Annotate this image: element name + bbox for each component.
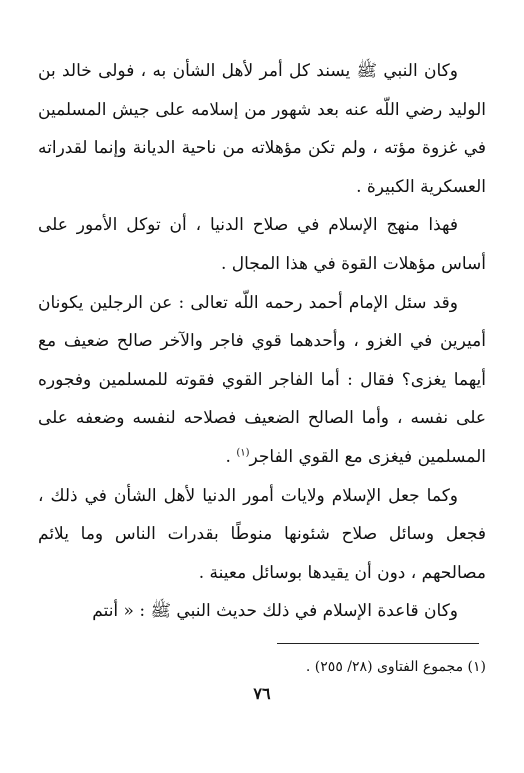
footnote-divider — [277, 643, 479, 644]
paragraph-1 — [38, 52, 486, 206]
paragraph-3-tail: . — [225, 446, 237, 467]
body-text — [38, 52, 486, 631]
paragraph-2-text: فهذا منهج الإسلام في صلاح الدنيا ، أن توكل الأمور على أساس مؤهلات القوة في هذا المجال . — [38, 215, 486, 274]
paragraph-4 — [38, 477, 486, 593]
page-number: ٧٦ — [253, 684, 271, 703]
paragraph-5 — [38, 592, 486, 631]
paragraph-2 — [38, 206, 486, 283]
footnote: (١) مجموع الفتاوى (٢٨/ ٢٥٥) . — [305, 659, 486, 675]
paragraph-4-text: وكما جعل الإسلام ولايات أمور الدنيا لأهل الشأن في ذلك ، فجعل وسائل صلاح شئونها منوطًا بقدرات الناس وما يلائم مصالحهم ، دون أن يقيدها بوسائل معينة . — [38, 485, 486, 583]
paragraph-5-text: وكان قاعدة الإسلام في ذلك حديث النبي ﷺ : « أنتم — [92, 601, 458, 622]
paragraph-3-text: وقد سئل الإمام أحمد رحمه اللّه تعالى : عن الرجلين يكونان أميرين في الغزو ، وأحدهما قوي فاجر والآخر صالح ضعيف مع أيهما يغزى؟ فقال : أما الفاجر القوي فقوته للمسلمين وفجوره على نفسه ، وأما الصالح الضعيف فصلاحه لنفسه وضعفه على المسلمين فيغزى مع القوي الفاجر — [38, 292, 486, 467]
footnote-marker: (١) — [236, 447, 250, 459]
paragraph-3 — [38, 284, 486, 477]
paragraph-1-text: وكان النبي ﷺ يسند كل أمر لأهل الشأن به ، فولى خالد بن الوليد رضي اللّه عنه بعد شهور من إسلامه على جيش المسلمين في غزوة مؤته ، ولم تكن مؤهلاته من ناحية الديانة وإنما لقدراته العسكرية الكبيرة . — [38, 61, 486, 197]
